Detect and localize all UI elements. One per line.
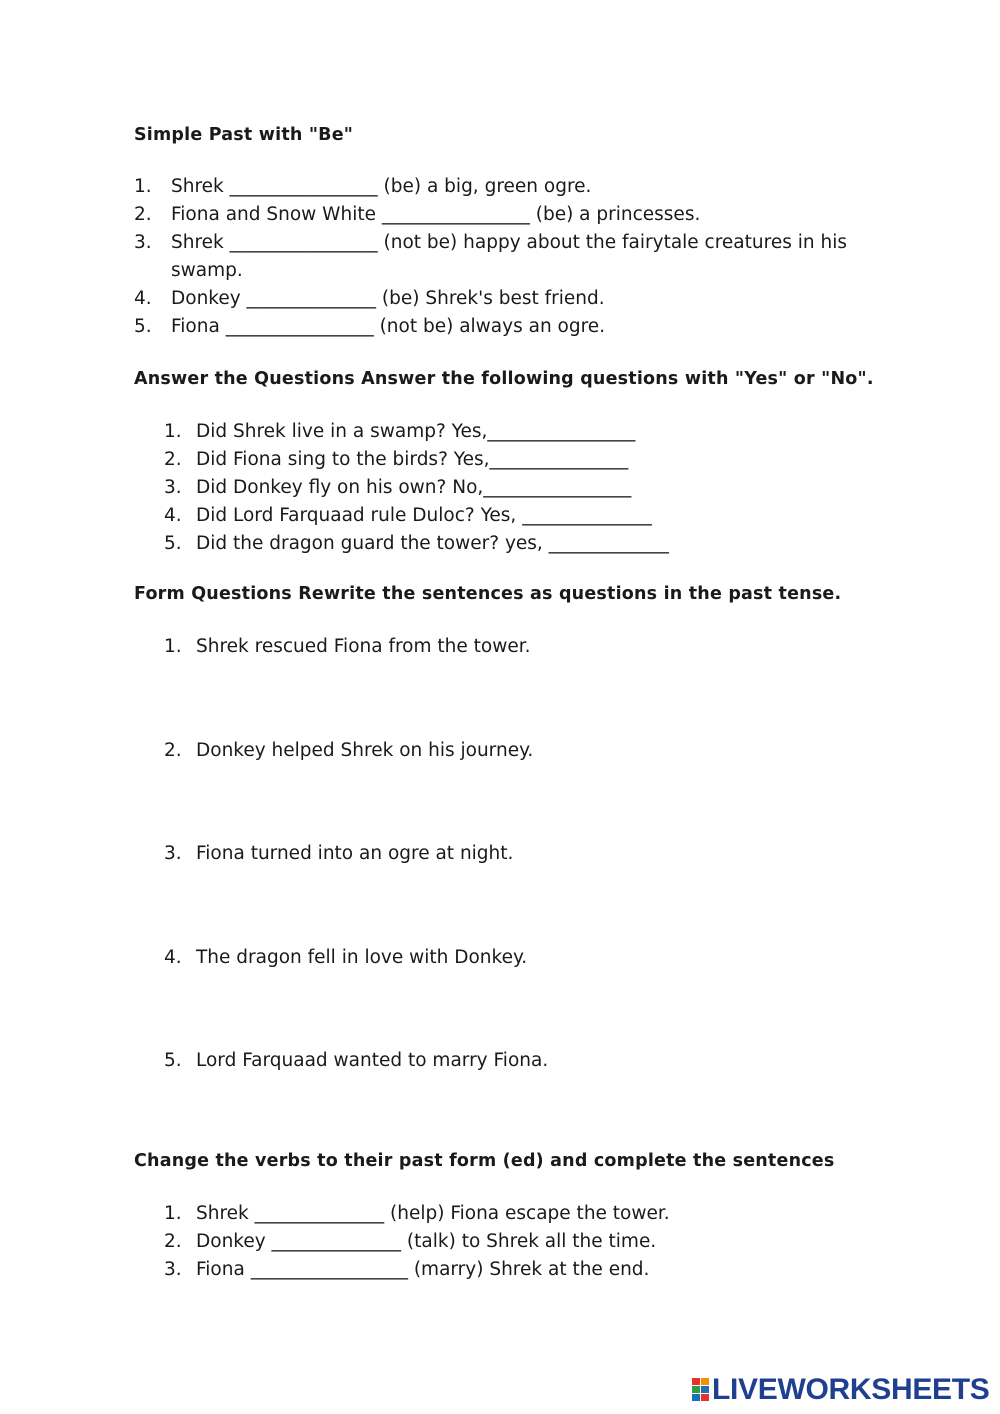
section-3-title: Form Questions Rewrite the sentences as questions in the past tense. [134, 584, 842, 604]
item-text: Fiona and Snow White ________________ (be) a princesses. [171, 204, 701, 225]
item-text: Did Fiona sing to the birds? Yes,_______________ [196, 449, 629, 470]
list-item [134, 229, 871, 285]
item-text: Donkey ______________ (talk) to Shrek all the time. [196, 1231, 657, 1252]
item-text: Did Donkey fly on his own? No,________________ [196, 477, 632, 498]
list-item [164, 1200, 670, 1228]
list-item [164, 446, 669, 474]
item-text: Fiona _________________ (marry) Shrek at the end. [196, 1259, 650, 1280]
item-text: Shrek ________________ (not be) happy about the fairytale creatures in his swamp. [171, 232, 847, 281]
list-item [164, 1256, 670, 1284]
item-number: 1. [164, 1203, 182, 1224]
item-number: 3. [134, 232, 152, 253]
item-number: 1. [134, 176, 152, 197]
item-number: 3. [164, 477, 182, 498]
item-text: Did Lord Farquaad rule Duloc? Yes, ______________ [196, 505, 652, 526]
item-number: 4. [164, 505, 182, 526]
item-text: The dragon fell in love with Donkey. [196, 946, 528, 968]
item-number: 4. [164, 946, 182, 968]
item-text: Donkey ______________ (be) Shrek's best friend. [171, 288, 605, 309]
list-item [134, 173, 871, 201]
past-form-exercise-list [164, 1200, 670, 1284]
list-item [164, 530, 669, 558]
item-number: 2. [164, 739, 182, 761]
item-number: 1. [164, 421, 182, 442]
yes-no-question-list [164, 418, 669, 558]
item-text: Shrek ________________ (be) a big, green ogre. [171, 176, 592, 197]
item-number: 5. [164, 1050, 182, 1071]
item-text: Did Shrek live in a swamp? Yes,________________ [196, 421, 636, 442]
section-4-title: Change the verbs to their past form (ed) and complete the sentences [134, 1151, 835, 1171]
item-number: 2. [134, 204, 152, 225]
logo-text: LIVEWORKSHEETS [712, 1373, 990, 1406]
list-item [134, 313, 871, 341]
item-number: 2. [164, 449, 182, 470]
liveworksheets-logo[interactable] [692, 1373, 990, 1406]
item-text: Donkey helped Shrek on his journey. [196, 739, 534, 761]
liveworksheets-logo-icon [692, 1378, 710, 1402]
list-item [164, 840, 548, 944]
item-text: Fiona turned into an ogre at night. [196, 843, 514, 864]
list-item [164, 1047, 548, 1151]
item-text: Fiona ________________ (not be) always an ogre. [171, 316, 606, 337]
item-text: Did the dragon guard the tower? yes, _____________ [196, 533, 669, 554]
list-item [134, 201, 871, 229]
list-item [164, 633, 548, 737]
be-exercise-list [134, 173, 871, 341]
item-number: 2. [164, 1231, 182, 1252]
list-item [134, 285, 871, 313]
item-number: 5. [164, 533, 182, 554]
list-item [164, 474, 669, 502]
section-1-title: Simple Past with "Be" [134, 125, 354, 145]
item-text: Shrek ______________ (help) Fiona escape the tower. [196, 1203, 670, 1224]
list-item [164, 737, 548, 841]
item-number: 3. [164, 1259, 182, 1280]
item-text: Shrek rescued Fiona from the tower. [196, 636, 531, 657]
list-item [164, 944, 548, 1048]
list-item [164, 418, 669, 446]
section-2-title: Answer the Questions Answer the following questions with "Yes" or "No". [134, 369, 874, 389]
item-number: 1. [164, 636, 182, 657]
item-number: 5. [134, 316, 152, 337]
list-item [164, 1228, 670, 1256]
item-number: 4. [134, 288, 152, 309]
item-number: 3. [164, 843, 182, 864]
form-questions-list [164, 633, 548, 1151]
list-item [164, 502, 669, 530]
item-text: Lord Farquaad wanted to marry Fiona. [196, 1050, 549, 1071]
